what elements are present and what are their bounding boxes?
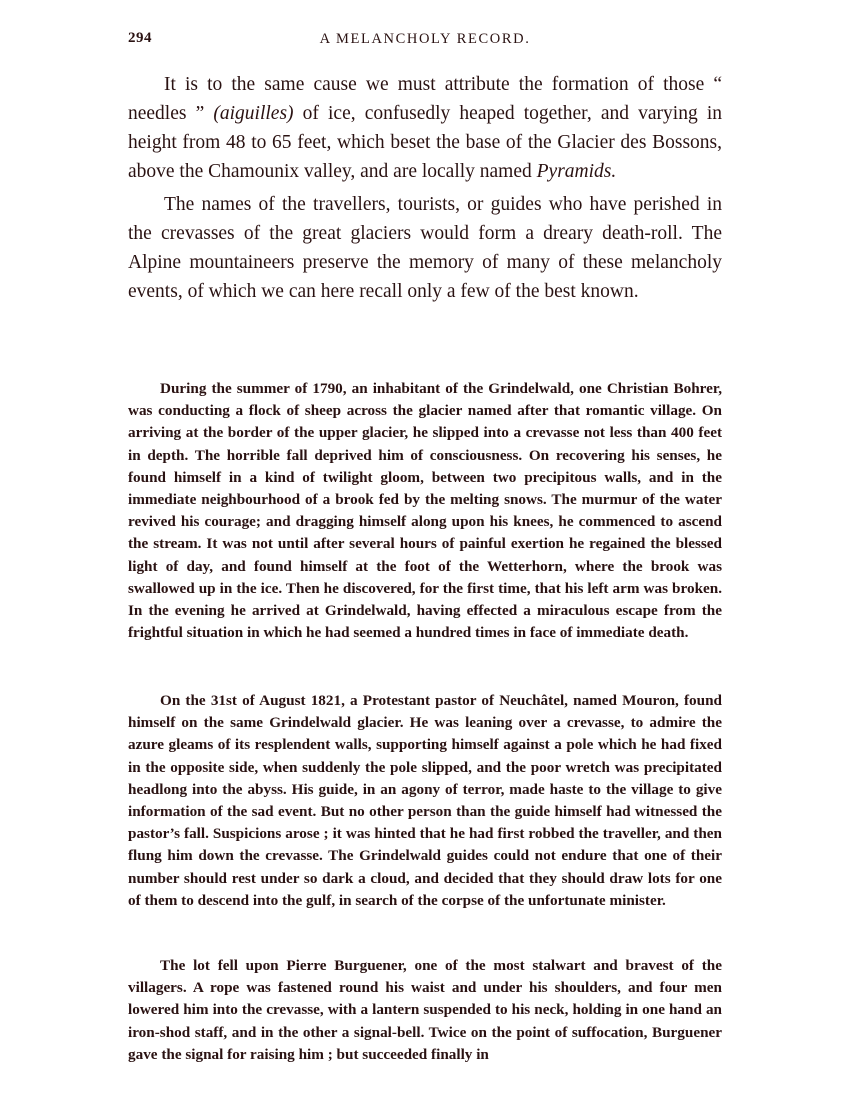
narrative-burguener [128,955,722,1066]
italic-term-aiguilles: (aiguilles) [213,103,294,124]
narrative-bohrer [128,378,722,644]
italic-term-pyramids: Pyramids. [536,161,617,182]
narrative-mouron [128,690,722,912]
intro-section [128,70,722,310]
paragraph-bohrer: During the summer of 1790, an inhabitant of the Grindelwald, one Christian Bohrer, was conducting a flock of sheep across the glacier named after that romantic village. On arriving at the border of the upper glacier, he slipped into a crevasse not less than 400 feet in depth. The horrible fall deprived him of consciousness. On recovering his senses, he found himself in a kind of twilight gloom, between two precipitous walls, and in the immediate neighbourhood of a brook fed by the melting snows. The murmur of the water revived his courage; and dragging himself along upon his knees, he commenced to ascend the stream. It was not until after several hours of painful exertion he regained the blessed light of day, and found himself at the foot of the Wetterhorn, where the brook was swallowed up in the ice. Then he discovered, for the first time, that his left arm was broken. In the evening he arrived at Grindelwald, having effected a miraculous escape from the frightful situation in which he had seemed a hundred times in face of immediate death. [128,380,722,642]
paragraph-burguener: The lot fell upon Pierre Burguener, one of the most stalwart and bravest of the villagers. A rope was fastened round his waist and under his shoulders, and four men lowered him into the crevasse, with a lantern suspended to his neck, holding in one hand an iron-shod staff, and in the other a signal-bell. Twice on the point of suffocation, Burguener gave the signal for raising him ; but succeeded finally in [128,957,722,1063]
running-title: A MELANCHOLY RECORD. [319,31,531,47]
paragraph-aiguilles: It is to the same cause we must attribute the formation of those “ needles ” (aiguilles) of ice, confusedly heaped together, and varying in height from 48 to 65 feet, which beset the base of the Glacier des Bossons, above the Chamounix valley, and are locally named Pyramids. [128,74,722,182]
page-header [128,30,722,54]
paragraph-death-roll: The names of the travellers, tourists, or guides who have perished in the crevasses of the great glaciers would form a dreary death-roll. The Alpine mountaineers preserve the memory of many of these melancholy events, of which we can here recall only a few of the best known. [128,194,722,302]
paragraph-mouron: On the 31st of August 1821, a Protestant pastor of Neuchâtel, named Mouron, found himself on the same Grindelwald glacier. He was leaning over a crevasse, to admire the azure gleams of its resplendent walls, supporting himself against a pole which he had fixed in the opposite side, when suddenly the pole slipped, and the poor wretch was precipitated headlong into the abyss. His guide, in an agony of terror, made haste to the village to give information of the sad event. But no other person than the guide himself had witnessed the pastor’s fall. Suspicions arose ; it was hinted that he had first robbed the traveller, and then flung him down the crevasse. The Grindelwald guides could not endure that one of their number should rest under so dark a cloud, and decided that they should draw lots for one of them to descend into the gulf, in search of the corpse of the unfortunate minister. [128,692,722,909]
page-number: 294 [128,30,152,46]
